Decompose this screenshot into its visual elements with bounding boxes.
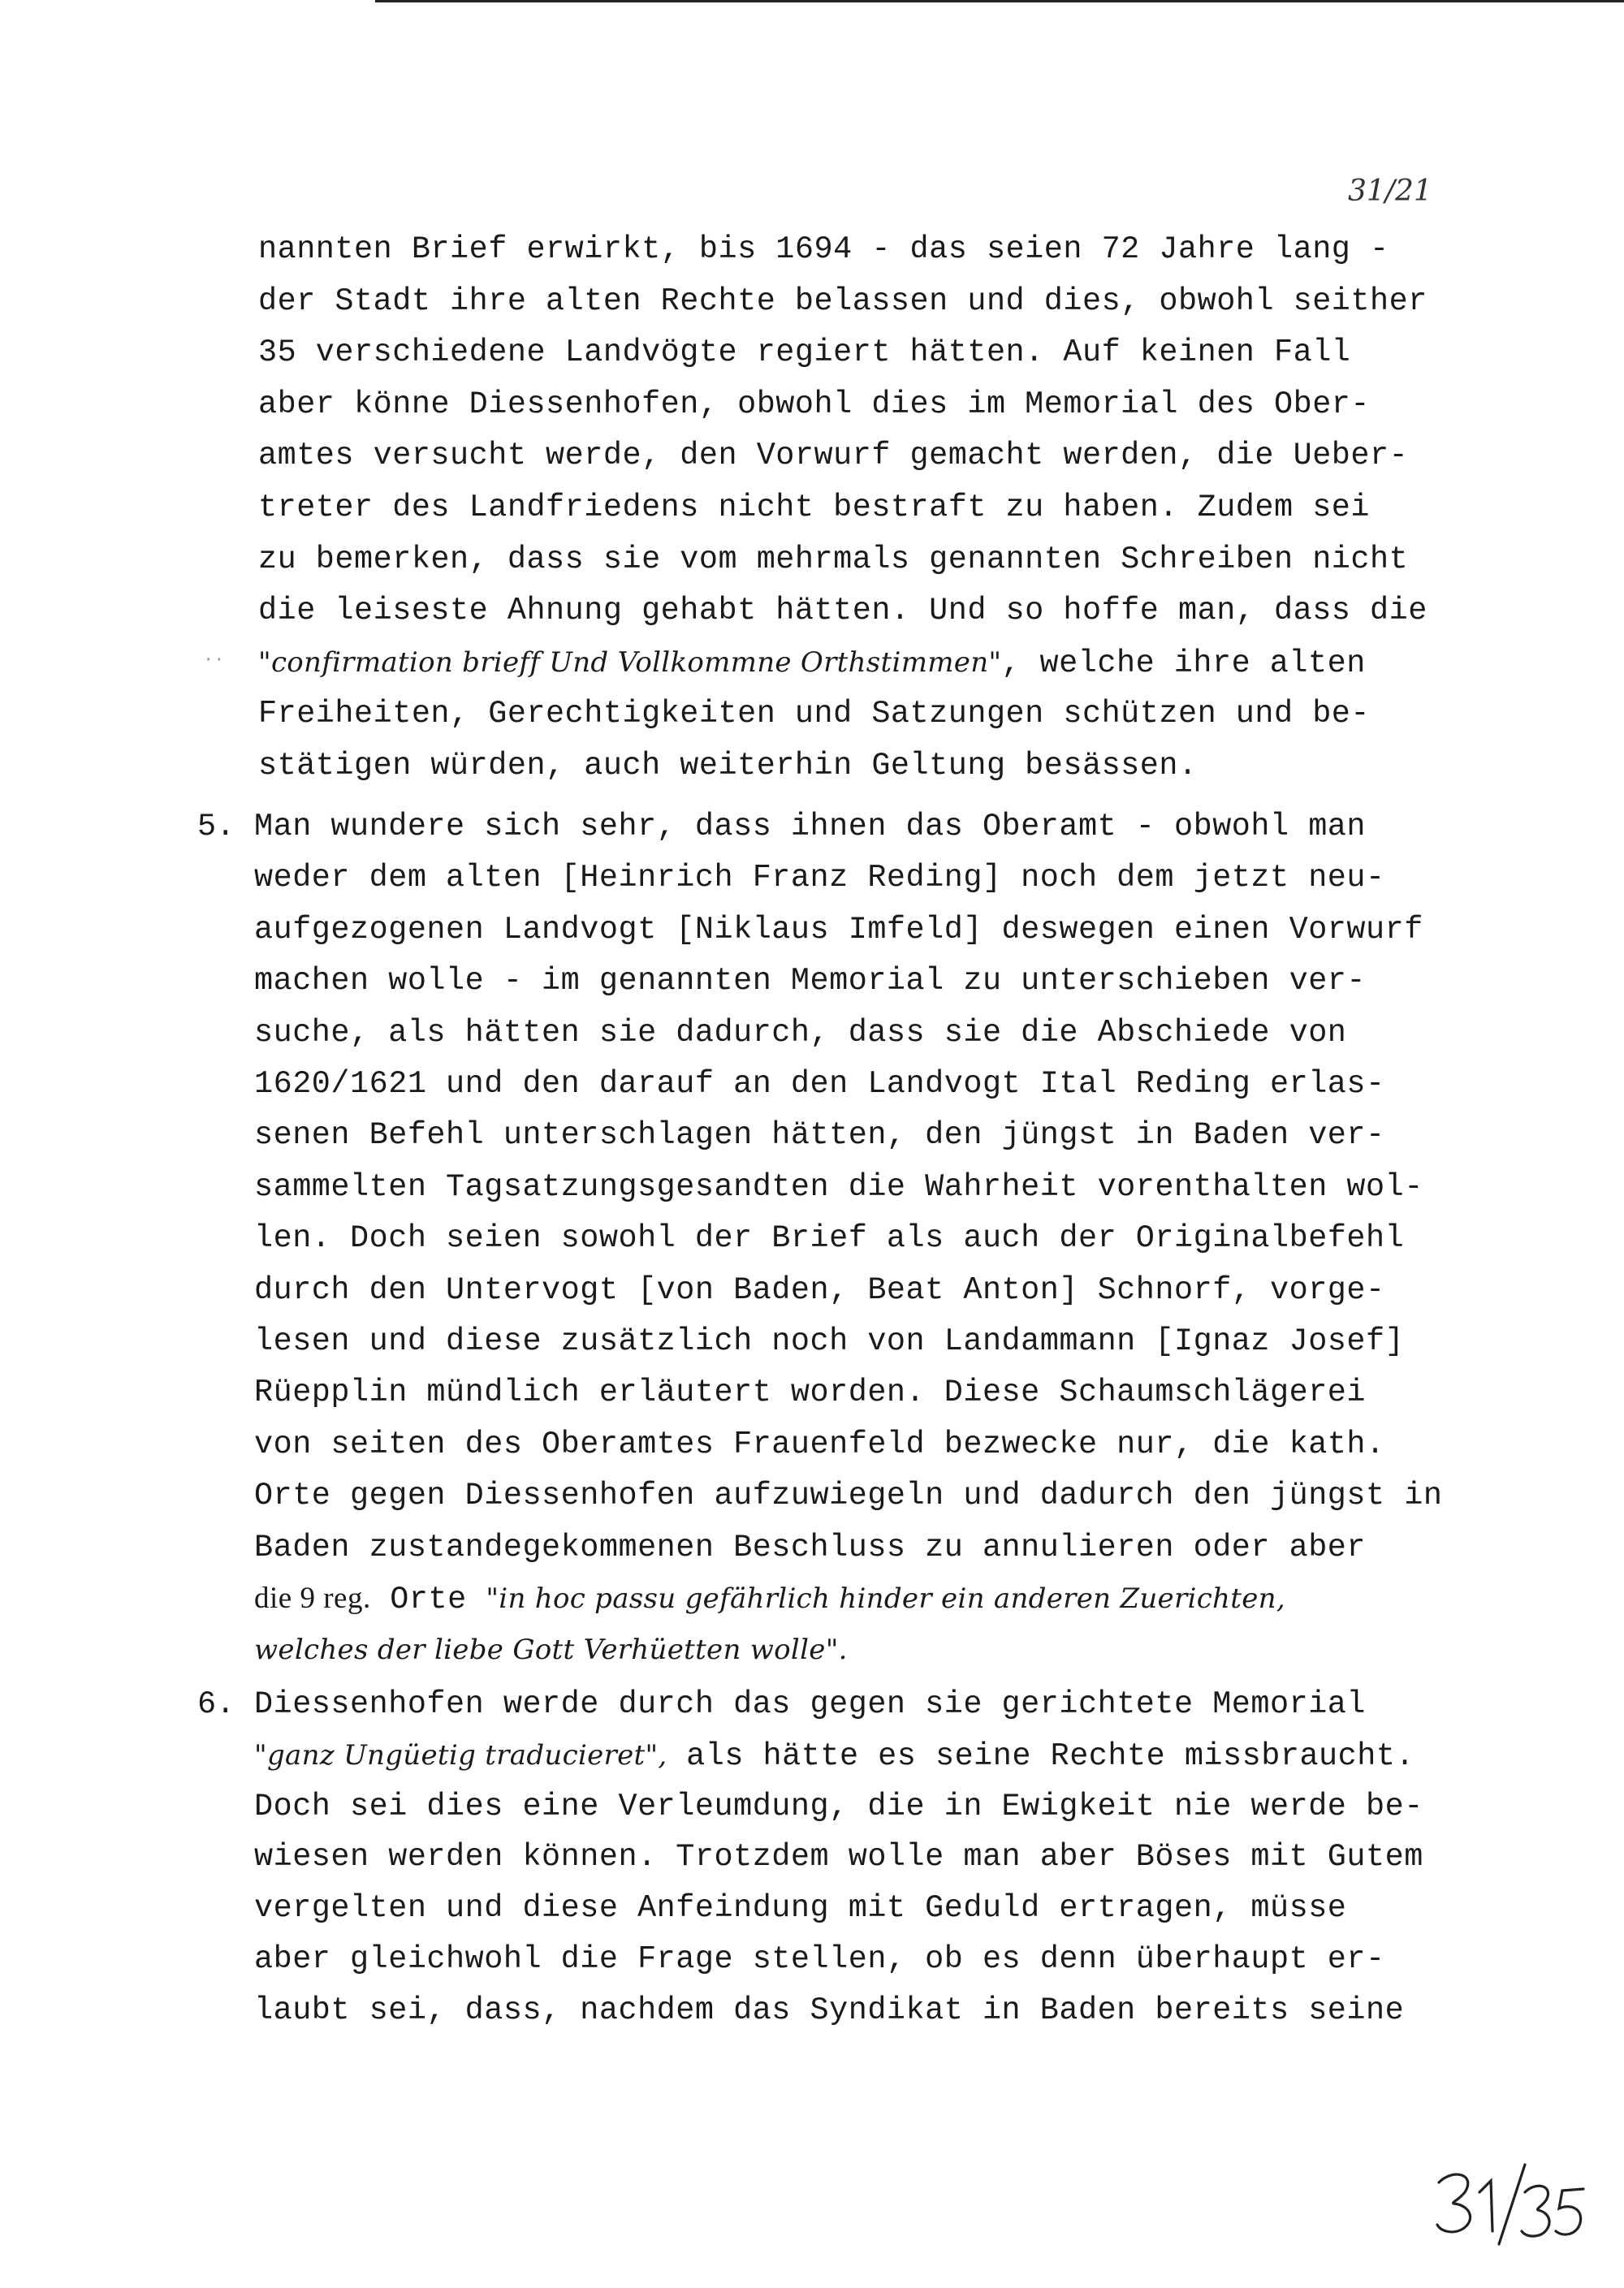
text-segment: zu bemerken, dass sie vom mehrmals genannten Schreiben nicht xyxy=(258,541,1409,577)
text-segment: nannten Brief erwirkt, bis 1694 - das seien 72 Jahre lang - xyxy=(258,231,1389,267)
text-segment: lesen und diese zusätzlich noch von Landammann [Ignaz Josef] xyxy=(254,1323,1405,1359)
text-segment: Rüepplin mündlich erläutert worden. Diese Schaumschlägerei xyxy=(254,1375,1367,1411)
text-line xyxy=(254,1735,1415,1776)
text-line xyxy=(258,487,1370,528)
text-segment: als hätte es seine Rechte missbraucht. xyxy=(667,1738,1415,1774)
text-line xyxy=(254,1786,1423,1827)
text-segment: machen wolle - im genannten Memorial zu unterschieben ver- xyxy=(254,963,1367,999)
list-number: 6. xyxy=(197,1686,235,1722)
top-border-rule xyxy=(375,0,1624,2)
text-segment: len. Doch seien sowohl der Brief als auch der Originalbefehl xyxy=(254,1220,1405,1257)
quoted-source-text: "confirmation brieff Und Vollkommne Orthstimmen" xyxy=(258,645,1002,679)
text-segment: 35 verschiedene Landvögte regiert hätten. Auf keinen Fall xyxy=(258,335,1351,371)
text-line xyxy=(258,642,1366,684)
text-segment: vergelten und diese Anfeindung mit Geduld ertragen, müsse xyxy=(254,1890,1347,1927)
handwritten-page-number-drawing xyxy=(1429,2160,1592,2249)
text-segment: 1620/1621 und den darauf an den Landvogt Ital Reding erlas- xyxy=(254,1066,1385,1102)
text-line xyxy=(254,1527,1366,1568)
text-line xyxy=(254,1939,1385,1979)
text-segment: suche, als hätten sie dadurch, dass sie die Abschiede von xyxy=(254,1014,1347,1051)
text-segment: sammelten Tagsatzungsgesandten die Wahrheit vorenthalten wol- xyxy=(254,1168,1423,1205)
text-segment: Orte xyxy=(370,1582,486,1617)
text-segment: durch den Untervogt [von Baden, Beat Anton] Schnorf, vorge- xyxy=(254,1271,1385,1308)
text-segment: weder dem alten [Heinrich Franz Reding] noch dem jetzt neu- xyxy=(254,860,1385,896)
quoted-source-text: "ganz Ungüetig traducieret", xyxy=(254,1738,667,1772)
text-line xyxy=(254,1115,1385,1155)
text-line xyxy=(254,1218,1404,1258)
text-segment: senen Befehl unterschlagen hätten, den jüngst in Baden ver- xyxy=(254,1117,1385,1154)
text-segment: treter des Landfriedens nicht bestraft zu haben. Zudem sei xyxy=(258,490,1371,525)
text-segment: stätigen würden, auch weiterhin Geltung besässen. xyxy=(258,748,1198,784)
text-line xyxy=(254,1837,1423,1877)
page-number: 31/21 xyxy=(1348,175,1432,208)
text-line xyxy=(254,1630,848,1671)
text-segment: wiesen werden können. Trotzdem wolle man aber Böses mit Gutem xyxy=(254,1839,1423,1876)
text-line xyxy=(254,1064,1385,1104)
text-line xyxy=(258,745,1198,786)
text-segment: die leiseste Ahnung gehabt hätten. Und so hoffe man, dass die xyxy=(258,593,1427,629)
text-line xyxy=(258,332,1350,373)
text-line xyxy=(258,281,1427,322)
text-segment: aber gleichwohl die Frage stellen, ob es denn überhaupt er- xyxy=(254,1941,1385,1977)
text-line xyxy=(254,909,1423,950)
text-line xyxy=(258,435,1408,476)
text-segment: aufgezogenen Landvogt [Niklaus Imfeld] deswegen einen Vorwurf xyxy=(254,911,1423,948)
text-line xyxy=(254,1321,1404,1362)
text-line xyxy=(254,961,1366,1001)
text-segment: , welche ihre alten xyxy=(1001,645,1366,681)
text-segment: Freiheiten, Gerechtigkeiten und Satzungen schützen und be- xyxy=(258,696,1371,732)
text-segment: die 9 reg. xyxy=(254,1582,371,1615)
text-segment: laubt sei, dass, nachdem das Syndikat in Baden bereits seine xyxy=(254,1992,1405,2028)
text-segment: Baden zustandegekommenen Beschluss zu annulieren oder aber xyxy=(254,1529,1367,1565)
text-line xyxy=(258,384,1370,425)
text-segment: amtes versucht werde, den Vorwurf gemacht werden, die Ueber- xyxy=(258,438,1409,474)
text-line xyxy=(254,1990,1404,2031)
text-line xyxy=(254,1424,1385,1465)
text-segment: Man wundere sich sehr, dass ihnen das Oberamt - obwohl man xyxy=(254,809,1367,844)
text-segment: der Stadt ihre alten Rechte belassen und dies, obwohl seither xyxy=(258,283,1427,319)
text-line xyxy=(254,1012,1346,1053)
text-line xyxy=(254,1578,1285,1620)
text-line xyxy=(258,590,1427,631)
text-line xyxy=(254,1167,1423,1207)
margin-mark: ·· xyxy=(203,650,225,670)
text-line xyxy=(254,1888,1346,1928)
text-line xyxy=(254,857,1385,898)
text-segment: Doch sei dies eine Verleumdung, die in Ewigkeit nie werde be- xyxy=(254,1788,1423,1824)
text-segment: Orte gegen Diessenhofen aufzuwiegeln und dadurch den jüngst in xyxy=(254,1478,1443,1514)
text-line xyxy=(258,693,1370,734)
text-line xyxy=(254,1372,1366,1413)
text-segment: aber könne Diessenhofen, obwohl dies im Memorial des Ober- xyxy=(258,386,1371,422)
text-line xyxy=(254,1475,1442,1516)
quoted-source-text: welches der liebe Gott Verhüetten wolle". xyxy=(254,1634,848,1667)
text-segment: von seiten des Oberamtes Frauenfeld bezwecke nur, die kath. xyxy=(254,1426,1385,1462)
text-line xyxy=(254,1270,1385,1310)
list-number: 5. xyxy=(197,809,235,844)
text-segment: Diessenhofen werde durch das gegen sie gerichtete Memorial xyxy=(254,1686,1367,1722)
text-line xyxy=(254,806,1366,847)
text-line xyxy=(258,539,1408,580)
text-line xyxy=(254,1684,1366,1725)
quoted-source-text: "in hoc passu gefährlich hinder ein anderen Zuerichten, xyxy=(486,1582,1285,1615)
text-line xyxy=(258,229,1389,270)
handwritten-page-number xyxy=(1429,2160,1592,2249)
